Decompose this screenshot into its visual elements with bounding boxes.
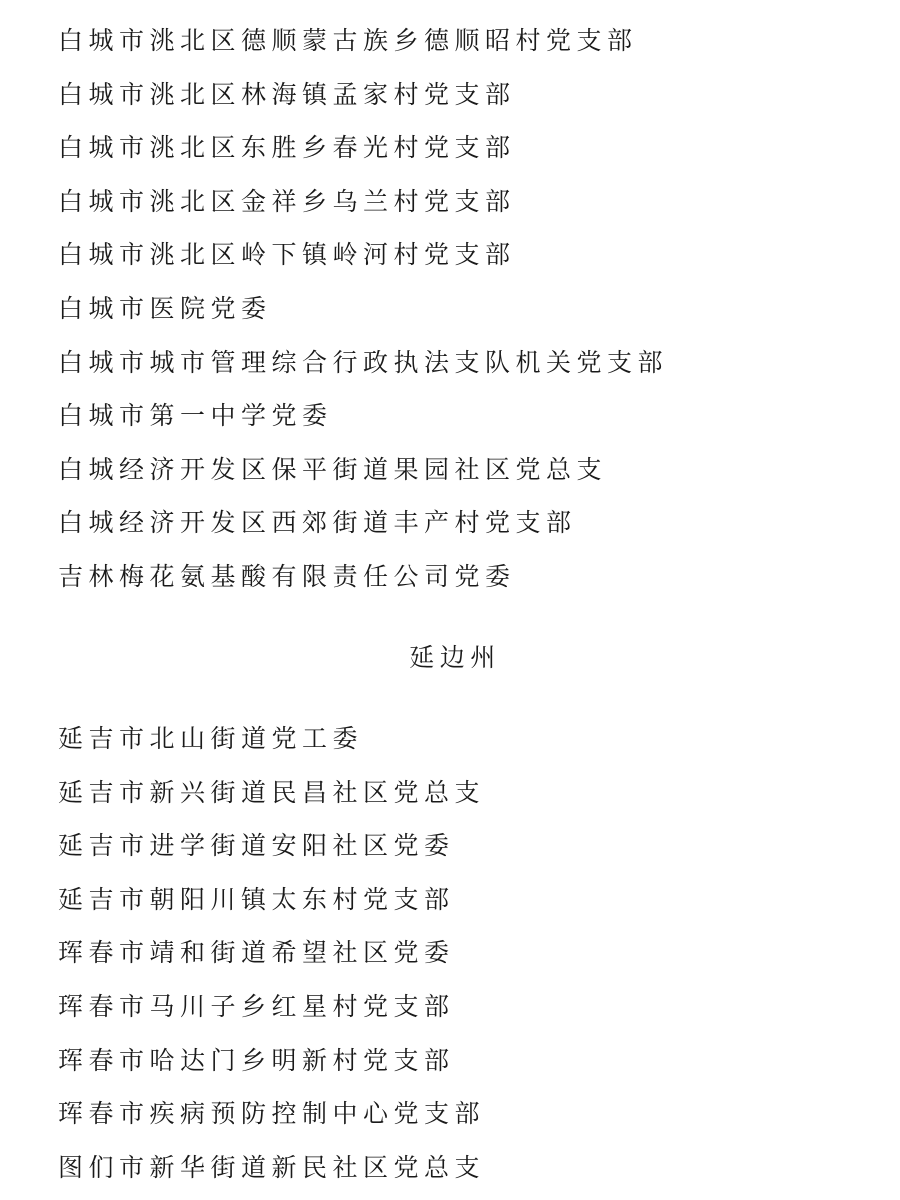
list-item: 白城经济开发区保平街道果园社区党总支 — [58, 454, 608, 484]
list-item: 白城市洮北区林海镇孟家村党支部 — [58, 79, 516, 109]
list-item: 珲春市哈达门乡明新村党支部 — [58, 1045, 455, 1075]
list-item: 吉林梅花氨基酸有限责任公司党委 — [58, 561, 516, 591]
list-item: 白城市医院党委 — [58, 293, 272, 323]
list-item: 珲春市马川子乡红星村党支部 — [58, 991, 455, 1021]
list-item: 图们市新华街道新民社区党总支 — [58, 1152, 486, 1182]
list-item: 珲春市靖和街道希望社区党委 — [58, 938, 455, 968]
list-item: 白城市洮北区金祥乡乌兰村党支部 — [58, 186, 516, 216]
list-item: 延吉市朝阳川镇太东村党支部 — [58, 884, 455, 914]
list-item: 延吉市新兴街道民昌社区党总支 — [58, 777, 486, 807]
list-item: 珲春市疾病预防控制中心党支部 — [58, 1099, 486, 1129]
list-item: 延吉市进学街道安阳社区党委 — [58, 831, 455, 861]
list-item: 延吉市北山街道党工委 — [58, 724, 364, 753]
list-item: 白城市洮北区德顺蒙古族乡德顺昭村党支部 — [58, 26, 638, 55]
list-item: 白城市第一中学党委 — [58, 401, 333, 431]
yanbian-organization-list — [58, 712, 485, 1194]
list-item: 白城市城市管理综合行政执法支队机关党支部 — [58, 347, 669, 377]
list-item: 白城市洮北区东胜乡春光村党支部 — [58, 133, 516, 163]
baicheng-organization-list — [58, 14, 668, 604]
list-item: 白城市洮北区岭下镇岭河村党支部 — [58, 240, 516, 270]
section-heading-yanbian: 延边州 — [409, 643, 501, 672]
list-item: 白城经济开发区西郊街道丰产村党支部 — [58, 508, 577, 538]
